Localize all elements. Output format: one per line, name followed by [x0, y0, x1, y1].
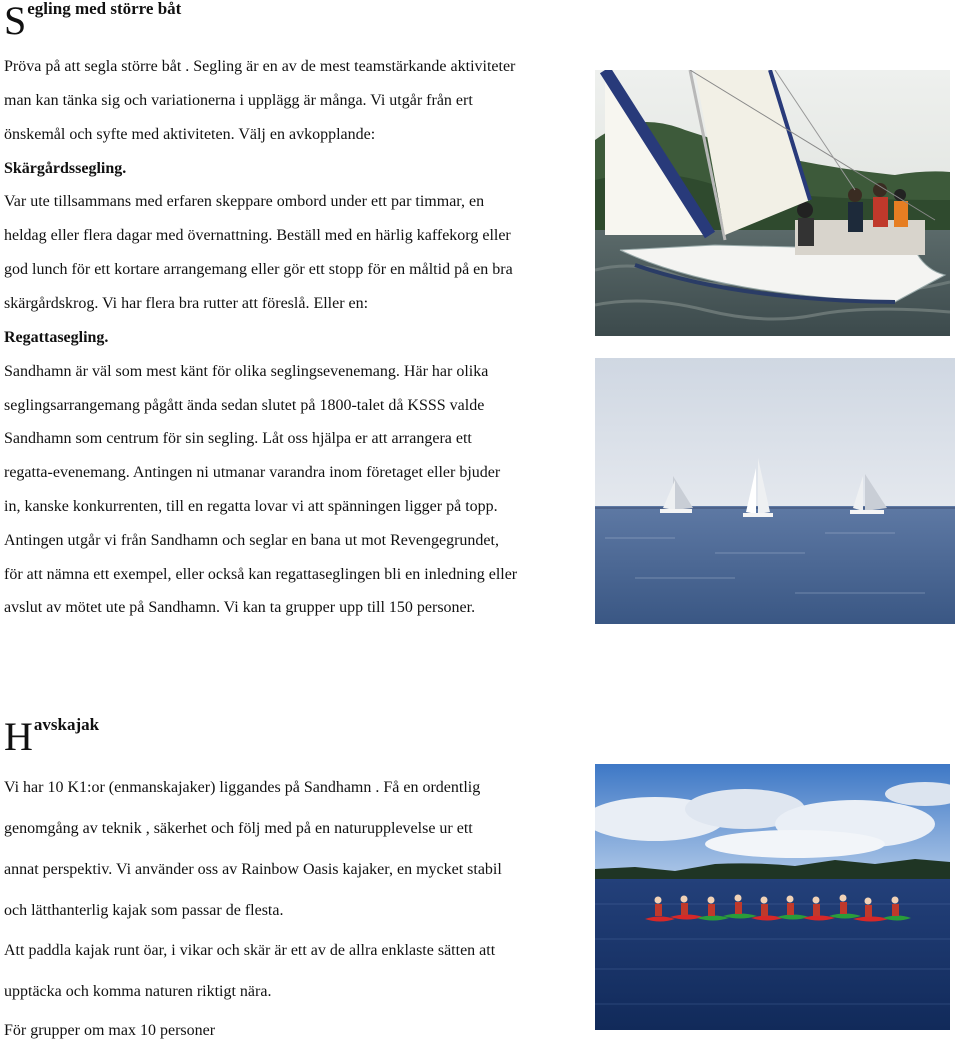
sailing-line: skärgårdskrog. Vi har flera bra rutter att föreslå. Eller en:	[4, 295, 369, 312]
kayak-line: För grupper om max 10 personer	[4, 1022, 216, 1039]
sailing-line: Pröva på att segla större båt . Segling är en av de mest teamstärkande aktiviteter	[4, 58, 516, 75]
kayak-heading	[4, 716, 99, 757]
sailing-line: Sandhamn som centrum för sin segling. Låt oss hjälpa er att arrangera ett	[4, 430, 472, 447]
sailing-line: in, kanske konkurrenten, till en regatta lovar vi att spänningen ligger på topp.	[4, 498, 498, 515]
kayak-line: Att paddla kajak runt öar, i vikar och skär är ett av de allra enklaste sätten att	[4, 942, 496, 959]
sailing-line: god lunch för ett kortare arrangemang eller gör ett stopp för en måltid på en bra	[4, 261, 513, 278]
subheading-skargardssegling: Skärgårdssegling.	[4, 160, 127, 177]
sailing-line: önskemål och syfte med aktiviteten. Välj en avkopplande:	[4, 126, 376, 143]
sailing-heading-initial: S	[4, 0, 27, 43]
sailing-line: Sandhamn är väl som mest känt för olika seglingsevenemang. Här har olika	[4, 363, 489, 380]
kayak-photo	[595, 764, 950, 1030]
kayak-heading-text: avskajak	[33, 715, 100, 734]
sailing-line: seglingsarrangemang pågått ända sedan slutet på 1800-talet då KSSS valde	[4, 397, 485, 414]
sailing-line: regatta-evenemang. Antingen ni utmanar varandra inom företaget eller bjuder	[4, 464, 501, 481]
sailing-line: avslut av mötet ute på Sandhamn. Vi kan ta grupper upp till 150 personer.	[4, 599, 476, 616]
sailing-line: för att nämna ett exempel, eller också kan regattaseglingen bli en inledning eller	[4, 566, 518, 583]
sailboat-photo	[595, 70, 950, 336]
subheading-regattasegling: Regattasegling.	[4, 329, 109, 346]
kayak-line: och lätthanterlig kajak som passar de flesta.	[4, 902, 284, 919]
sailing-heading	[4, 0, 181, 41]
kayak-line: annat perspektiv. Vi använder oss av Rainbow Oasis kajaker, en mycket stabil	[4, 861, 502, 878]
sailing-line: Var ute tillsammans med erfaren skeppare ombord under ett par timmar, en	[4, 193, 485, 210]
sailing-line: man kan tänka sig och variationerna i upplägg är många. Vi utgår från ert	[4, 92, 473, 109]
kayak-line: genomgång av teknik , säkerhet och följ med på en naturupplevelse ur ett	[4, 820, 473, 837]
kayak-heading-initial: H	[4, 714, 33, 759]
kayak-line: Vi har 10 K1:or (enmanskajaker) liggandes på Sandhamn . Få en ordentlig	[4, 779, 481, 796]
sailing-line: Antingen utgår vi från Sandhamn och seglar en bana ut mot Revengegrundet,	[4, 532, 499, 549]
kayak-line: upptäcka och komma naturen riktigt nära.	[4, 983, 272, 1000]
sailing-heading-text: egling med större båt	[27, 0, 182, 18]
regatta-photo	[595, 358, 955, 624]
sailing-line: heldag eller flera dagar med övernattning. Beställ med en härlig kaffekorg eller	[4, 227, 511, 244]
